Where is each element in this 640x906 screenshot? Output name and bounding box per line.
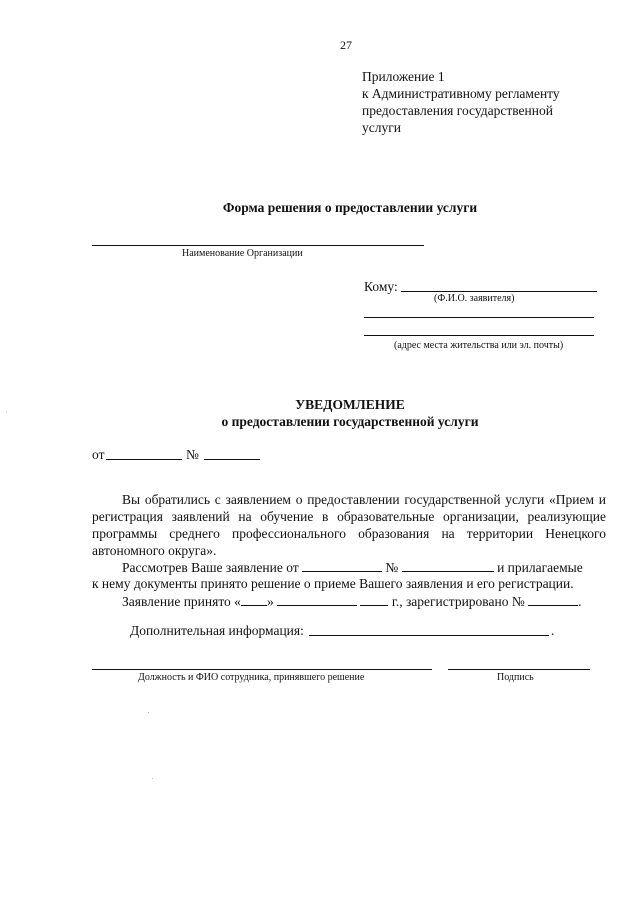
recipient-name-line	[401, 291, 597, 292]
notice-title: УВЕДОМЛЕНИЕ	[295, 397, 405, 412]
review-row	[122, 559, 583, 576]
review-row-2: к нему документы принято решение о приеме Вашего заявления и его регистрации.	[92, 576, 574, 591]
position-name-line	[92, 669, 432, 670]
review-number-blank	[402, 559, 494, 572]
organization-caption: Наименование Организации	[182, 248, 303, 259]
accepted-year-blank	[360, 593, 388, 606]
organization-name-line	[92, 245, 424, 246]
signature-line	[448, 669, 590, 670]
scan-speck	[148, 712, 149, 713]
review-date-blank	[302, 559, 382, 572]
additional-info-label: Дополнительная информация:	[130, 623, 304, 638]
appendix-line-4: услуги	[362, 120, 401, 135]
accepted-day-blank	[241, 593, 267, 606]
review-text-part-3: и прилагаемые	[497, 560, 583, 575]
review-text-part-1: Рассмотрев Ваше заявление от	[122, 560, 299, 575]
body-paragraph: Вы обратились с заявлением о предоставлении государственной услуги «Прием и регистрация заявлений на обучение в образовательные организации, реализующие программы среднего профессионального образования на территории Ненецкого автономного округа».	[92, 492, 606, 558]
appendix-block	[362, 68, 560, 136]
accepted-month-blank	[277, 593, 357, 606]
additional-info-line	[309, 635, 549, 636]
form-title: Форма решения о предоставлении услуги	[222, 200, 478, 215]
additional-info-end: .	[551, 623, 555, 638]
accepted-row	[122, 593, 581, 610]
accepted-text-part-3: г., зарегистрировано №	[391, 594, 525, 609]
number-sign: №	[186, 447, 199, 462]
number-blank-line	[204, 459, 260, 460]
appendix-line-1: Приложение 1	[362, 69, 445, 84]
scan-speck	[6, 412, 7, 413]
date-blank-line	[106, 459, 182, 460]
recipient-address-line-2	[364, 335, 594, 336]
signature-caption: Подпись	[497, 672, 534, 683]
recipient-fio-caption: (Ф.И.О. заявителя)	[434, 293, 515, 304]
page-number: 27	[340, 38, 352, 52]
recipient-label: Кому:	[364, 279, 398, 294]
accepted-text-part-2: »	[266, 594, 274, 609]
accepted-reg-number-blank	[528, 593, 578, 606]
accepted-text-part-1: Заявление принято «	[122, 594, 241, 609]
accepted-text-part-4: .	[578, 594, 582, 609]
date-label: от	[92, 447, 105, 462]
recipient-address-caption: (адрес места жительства или эл. почты)	[394, 340, 564, 351]
appendix-line-3: предоставления государственной	[362, 103, 553, 118]
scan-speck	[152, 778, 153, 779]
review-number-sign: №	[385, 560, 399, 575]
notice-subtitle: о предоставлении государственной услуги	[221, 414, 479, 429]
appendix-line-2: к Административному регламенту	[362, 86, 560, 101]
recipient-address-line-1	[364, 317, 594, 318]
position-name-caption: Должность и ФИО сотрудника, принявшего решение	[138, 672, 365, 683]
